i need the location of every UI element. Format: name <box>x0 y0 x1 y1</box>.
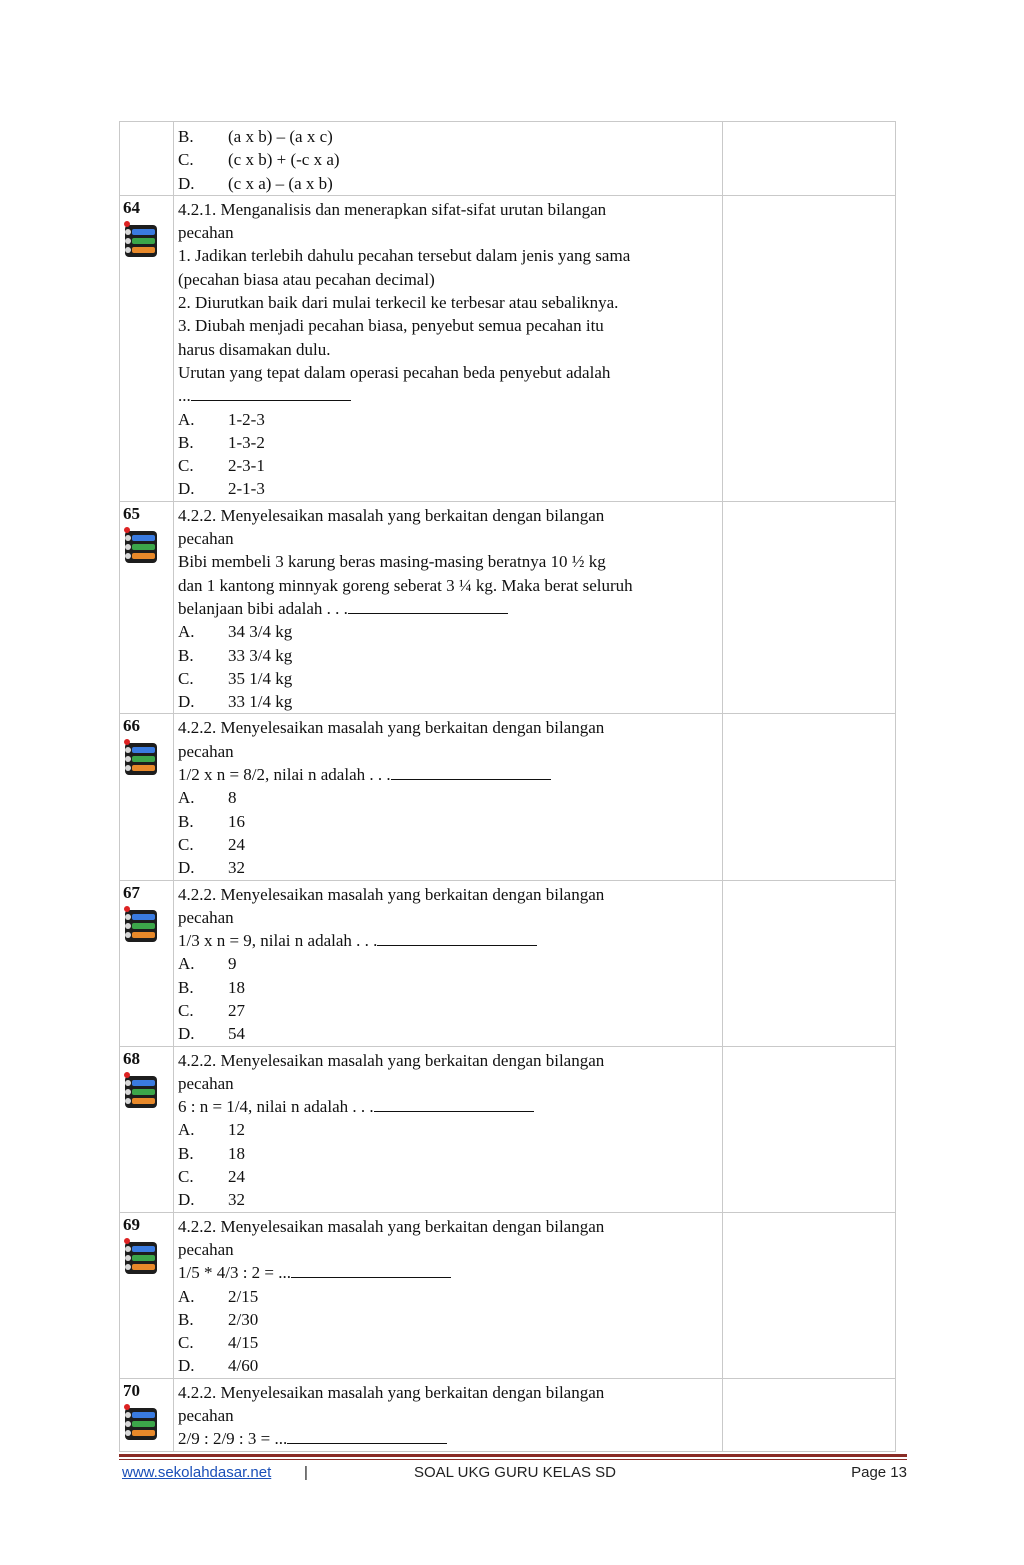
answer-cell <box>723 1212 896 1378</box>
option-line: A. 1-2-3 <box>178 409 265 429</box>
question-number: 65 <box>123 503 140 523</box>
question-text-line: 2/9 : 2/9 : 3 = ... <box>178 1427 718 1450</box>
answer-cell <box>723 880 896 1046</box>
question-cell <box>174 714 723 880</box>
option-line: C. (c x b) + (-c x a) <box>178 150 340 170</box>
answer-blank <box>291 1262 451 1278</box>
number-cell <box>120 1212 174 1378</box>
question-number: 67 <box>123 882 140 902</box>
option-line: A. 34 3/4 kg <box>178 622 293 642</box>
competency-line: 4.2.2. Menyelesaikan masalah yang berkaitan dengan bilangan <box>178 884 605 904</box>
question-text-line: pecahan <box>178 1406 234 1426</box>
question-cell <box>174 501 723 714</box>
option-line: D. 33 1/4 kg <box>178 692 293 712</box>
answer-blank <box>348 598 508 614</box>
question-text-line: dan 1 kantong minnyak goreng seberat 3 ¼ kg. Maka berat seluruh <box>178 575 633 595</box>
option-line: D. 32 <box>178 1190 245 1210</box>
number-cell <box>120 122 174 196</box>
list-icon <box>123 739 159 779</box>
question-cell <box>174 1046 723 1212</box>
question-text-line: belanjaan bibi adalah . . . <box>178 597 718 620</box>
option-line: D. 4/60 <box>178 1356 259 1376</box>
question-text-line: pecahan <box>178 223 234 243</box>
option-line: C. 24 <box>178 1167 245 1187</box>
option-line: D. 2-1-3 <box>178 479 265 499</box>
number-cell <box>120 501 174 714</box>
competency-line: 4.2.2. Menyelesaikan masalah yang berkaitan dengan bilangan <box>178 505 605 525</box>
option-line: B. 33 3/4 kg <box>178 645 293 665</box>
answer-blank <box>377 930 537 946</box>
question-cell <box>174 195 723 501</box>
option-line: A. 2/15 <box>178 1286 259 1306</box>
question-text-line: 2. Diurutkan baik dari mulai terkecil ke terbesar atau sebaliknya. <box>178 293 619 313</box>
option-line: C. 35 1/4 kg <box>178 668 293 688</box>
number-cell <box>120 195 174 501</box>
question-text-line: 1/5 * 4/3 : 2 = ... <box>178 1261 718 1284</box>
table-row <box>120 501 896 714</box>
answer-cell <box>723 1378 896 1451</box>
question-cell <box>174 122 723 196</box>
list-icon <box>123 1404 159 1444</box>
table-row <box>120 1212 896 1378</box>
answer-blank <box>287 1428 447 1444</box>
question-text-line: (pecahan biasa atau pecahan decimal) <box>178 269 435 289</box>
question-text-line: pecahan <box>178 741 234 761</box>
table-row <box>120 880 896 1046</box>
question-text-line: harus disamakan dulu. <box>178 339 331 359</box>
competency-line: 4.2.2. Menyelesaikan masalah yang berkaitan dengan bilangan <box>178 1382 605 1402</box>
option-line: D. 32 <box>178 858 245 878</box>
option-line: C. 2-3-1 <box>178 456 265 476</box>
option-line: B. (a x b) – (a x c) <box>178 127 333 146</box>
table-row <box>120 1046 896 1212</box>
option-line: B. 18 <box>178 977 245 997</box>
option-line: B. 2/30 <box>178 1309 259 1329</box>
list-icon <box>123 527 159 567</box>
option-line: B. 16 <box>178 811 245 831</box>
answer-cell <box>723 714 896 880</box>
option-line: D. 54 <box>178 1024 245 1044</box>
question-cell <box>174 880 723 1046</box>
list-icon <box>123 1238 159 1278</box>
answer-blank <box>391 764 551 780</box>
answer-cell <box>723 195 896 501</box>
page-footer <box>119 1464 907 1486</box>
list-icon <box>123 906 159 946</box>
option-line: B. 1-3-2 <box>178 432 265 452</box>
option-line: B. 18 <box>178 1143 245 1163</box>
answer-cell <box>723 1046 896 1212</box>
answer-blank <box>374 1096 534 1112</box>
footer-separator: | <box>304 1464 308 1481</box>
question-number: 69 <box>123 1214 140 1234</box>
footer-title: SOAL UKG GURU KELAS SD <box>414 1464 617 1481</box>
answer-blank <box>191 385 351 401</box>
option-line: A. 9 <box>178 954 237 974</box>
competency-line: 4.2.2. Menyelesaikan masalah yang berkaitan dengan bilangan <box>178 718 605 738</box>
table-row <box>120 195 896 501</box>
question-number: 68 <box>123 1048 140 1068</box>
option-line: C. 4/15 <box>178 1333 259 1353</box>
question-table <box>119 121 896 1452</box>
answer-cell <box>723 501 896 714</box>
question-text-line: Bibi membeli 3 karung beras masing-masing beratnya 10 ½ kg <box>178 552 606 572</box>
option-line: A. 12 <box>178 1120 245 1140</box>
number-cell <box>120 714 174 880</box>
list-icon <box>123 1072 159 1112</box>
question-number: 64 <box>123 197 140 217</box>
footer-rule-thin <box>119 1459 907 1460</box>
answer-cell <box>723 122 896 196</box>
table-row <box>120 122 896 196</box>
question-text-line: 1/3 x n = 9, nilai n adalah . . . <box>178 929 718 952</box>
number-cell <box>120 880 174 1046</box>
footer-rule <box>119 1454 907 1457</box>
question-text-line: 3. Diubah menjadi pecahan biasa, penyebut semua pecahan itu <box>178 316 604 336</box>
question-number: 66 <box>123 716 140 736</box>
option-line: C. 27 <box>178 1000 245 1020</box>
question-cell <box>174 1378 723 1451</box>
competency-line: 4.2.2. Menyelesaikan masalah yang berkaitan dengan bilangan <box>178 1216 605 1236</box>
question-text-line: pecahan <box>178 907 234 927</box>
number-cell <box>120 1378 174 1451</box>
page-number: Page 13 <box>851 1464 907 1481</box>
number-cell <box>120 1046 174 1212</box>
question-text-line: pecahan <box>178 1073 234 1093</box>
question-text-line: 6 : n = 1/4, nilai n adalah . . . <box>178 1095 718 1118</box>
question-text-line: pecahan <box>178 1239 234 1259</box>
question-text-line: 1/2 x n = 8/2, nilai n adalah . . . <box>178 763 718 786</box>
question-text-line: pecahan <box>178 529 234 549</box>
website-link[interactable]: www.sekolahdasar.net <box>122 1464 272 1481</box>
option-line: D. (c x a) – (a x b) <box>178 173 333 193</box>
competency-line: 4.2.2. Menyelesaikan masalah yang berkaitan dengan bilangan <box>178 1050 605 1070</box>
list-icon <box>123 221 159 261</box>
competency-line: 4.2.1. Menganalisis dan menerapkan sifat-sifat urutan bilangan <box>178 199 607 219</box>
question-text-line: ... <box>178 384 718 407</box>
question-text-line: Urutan yang tepat dalam operasi pecahan beda penyebut adalah <box>178 362 611 382</box>
option-line: C. 24 <box>178 834 245 854</box>
question-cell <box>174 1212 723 1378</box>
table-row <box>120 714 896 880</box>
option-line: A. 8 <box>178 788 237 808</box>
question-number: 70 <box>123 1380 140 1400</box>
table-row <box>120 1378 896 1451</box>
question-text-line: 1. Jadikan terlebih dahulu pecahan tersebut dalam jenis yang sama <box>178 246 631 266</box>
